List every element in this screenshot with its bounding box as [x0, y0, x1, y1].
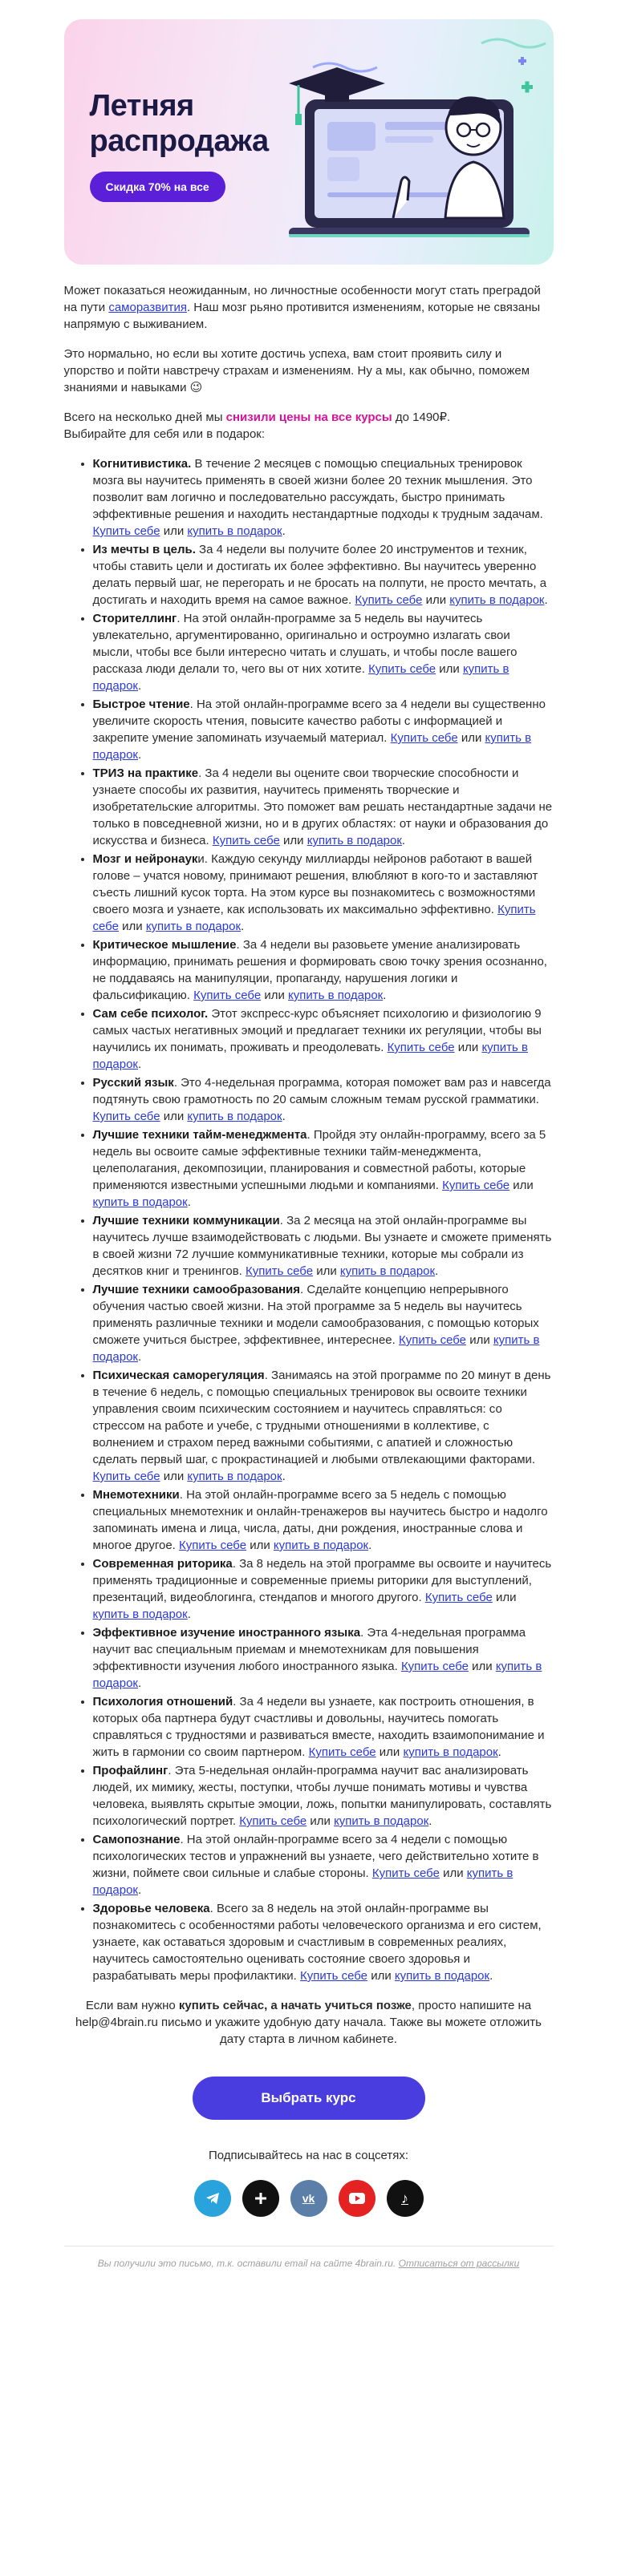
buy-gift-link[interactable]: купить в подарок — [288, 989, 384, 1002]
buy-self-link[interactable]: Купить себе — [239, 1814, 307, 1828]
course-description: . За 2 месяца на этой онлайн-программе вы научитесь лучше взаимодействовать с людьми. Вы узнаете и сможете применять в своей жизни 72 лучшие коммуникативные техники, которые мы собрали из десятков книг и тренингов. — [92, 1214, 552, 1278]
buy-self-link[interactable]: Купить себе — [424, 1591, 493, 1604]
buy-self-link[interactable]: Купить себе — [92, 524, 160, 538]
banner-title-line2: распродажа — [89, 124, 269, 158]
course-item: • Эффективное изучение иностранного языка. Эта 4-недельная программа научит вас специальным приемам и мнемотехникам для повышения эффективности изучения любого иностранного языка. Купить себе или купить в подарок. — [93, 1624, 554, 1692]
course-item: • Критическое мышление. За 4 недели вы разовьете умение анализировать информацию, принимать решения и формировать свою точку зрения осознанно, не поддаваясь на манипуляции, пропаганду, нарушения логики и фальсификацию. Купить себе или купить в подарок. — [93, 936, 554, 1004]
buy-self-link[interactable]: Купить себе — [442, 1179, 510, 1192]
tiktok-icon[interactable]: ♪ — [387, 2180, 424, 2217]
course-description: . Это 4-недельная программа, которая поможет вам раз и навсегда подтянуть свою грамотность по 20 самым сложным темам русской грамматики. — [92, 1076, 551, 1106]
buy-self-link[interactable]: Купить себе — [212, 834, 280, 847]
course-name: Современная риторика — [92, 1557, 233, 1571]
course-description: . Занимаясь на этой программе по 20 минут в день в течение 6 недель, с помощью специальных тренировок вы освоите техники управления своим психическим состоянием и научитесь справляться: со стрессом на работе и учебе, с трудными отношениями в коллективе, с волнением и страхом перед важными событиями, с апатией и сложностью сделать первый шаг, с прокрастинацией и любыми отвлекающими факторами. — [92, 1369, 551, 1466]
buy-gift-link[interactable]: купить в подарок — [187, 524, 282, 538]
or-text: или — [496, 1591, 517, 1604]
course-item: • Самопознание. На этой онлайн-программе всего за 4 недели с помощью психологических тестов и упражнений вы узнаете, чего действительно хотите в жизни, поймете свои сильные и слабые стороны. Купить себе или купить в подарок. — [93, 1831, 554, 1899]
buy-gift-link[interactable]: купить в подарок — [92, 731, 532, 762]
course-description: . За 4 недели вы оцените свои творческие способности и узнаете способы их развития, научитесь применять творческие и изобретательские алгоритмы. Это поможет вам решать нестандартные задачи не только в повседневной жизни, но и в других областях: от науки и образования до искусства и бизнеса. — [92, 766, 553, 847]
course-item: • Лучшие техники коммуникации. За 2 месяца на этой онлайн-программе вы научитесь лучше взаимодействовать с людьми. Вы узнаете и сможете применять в своей жизни 72 лучшие коммуникативные техники, которые мы собрали из десятков книг и тренингов. Купить себе или купить в подарок. — [93, 1212, 554, 1280]
course-name: Самопознание — [92, 1833, 181, 1846]
or-text: или — [122, 920, 143, 933]
course-name: Психология отношений — [92, 1695, 233, 1709]
course-name: Когнитивистика. — [92, 457, 192, 471]
course-list — [64, 455, 554, 1984]
course-description: . На этой онлайн-программе всего за 4 недели вы существенно увеличите скорость чтения, повысите качество работы с информацией и закрепите умение запоминать изучаемый материал. — [92, 698, 546, 745]
plus-icon[interactable] — [242, 2180, 279, 2217]
buy-gift-link[interactable]: купить в подарок — [403, 1745, 498, 1759]
course-description: . За 4 недели вы разовьете умение анализировать информацию, принимать решения и формировать свою точку зрения осознанно, не поддаваясь на манипуляции, пропаганду, нарушения логики и фальсификацию. — [92, 938, 547, 1002]
course-description: . За 4 недели вы узнаете, как построить отношения, в которых оба партнера будут счастливы и довольны, научитесь помогать справляться с трудностями и развиваться вместе, находить взаимопонимание и жить в гармонии со своим партнером. — [92, 1695, 545, 1759]
buy-gift-link[interactable]: купить в подарок — [92, 1607, 188, 1621]
or-text: или — [163, 524, 185, 538]
course-item: • Русский язык. Это 4-недельная программа, которая поможет вам раз и навсегда подтянуть свою грамотность по 20 самым сложным темам русской грамматики. Купить себе или купить в подарок. — [93, 1074, 554, 1125]
or-text: или — [461, 731, 482, 745]
email-body — [64, 282, 554, 2048]
course-item: • Психическая саморегуляция. Занимаясь на этой программе по 20 минут в день в течение 6 недель, с помощью специальных тренировок вы освоите техники управления своим психическим состоянием и научитесь справляться: со стрессом на работе и учебе, с трудными отношениями в коллективе, с волнением и страхом перед важными событиями, с апатией и сложностью сделать первый шаг, с прокрастинацией и любыми отвлекающими факторами. Купить себе или купить в подарок. — [93, 1367, 554, 1485]
course-name: Профайлинг — [92, 1764, 168, 1777]
course-item: • Мнемотехники. На этой онлайн-программе всего за 5 недель с помощью специальных мнемотехник и онлайн-тренажеров вы научитесь быстро и надолго запоминать имена и лица, числа, даты, дни рождения, иностранные слова и многое другое. Купить себе или купить в подарок. — [93, 1486, 554, 1554]
or-text: или — [163, 1110, 185, 1123]
or-text: или — [371, 1969, 392, 1983]
buy-self-link[interactable]: Купить себе — [92, 903, 536, 933]
unsubscribe-link[interactable]: Отписаться от рассылки — [398, 2258, 520, 2269]
choose-course-button[interactable]: Выбрать курс — [193, 2077, 425, 2120]
course-item: • Когнитивистика. В течение 2 месяцев с помощью специальных тренировок мозга вы научитесь применять в своей жизни более 20 техник мышления. Это позволит вам логично и последовательно рассуждать, быстро принимать эффективные решения и находить нестандартные подходы к трудным задачам. Купить себе или купить в подарок. — [93, 455, 554, 540]
intro-paragraph-3: Всего на несколько дней мы снизили цены на все курсы до 1490₽. Выбирайте для себя или в подарок: — [63, 410, 451, 441]
price-highlight: снизили цены на все курсы — [225, 410, 392, 424]
course-description: . За 8 недель на этой программе вы освоите и научитесь применять традиционные и современные приемы риторики для выступлений, презентаций, видеоблогинга, стендапов и многого другого. — [92, 1557, 552, 1604]
course-item: • ТРИЗ на практике. За 4 недели вы оцените свои творческие способности и узнаете способы их развития, научитесь применять творческие и изобретательские алгоритмы. Это поможет вам решать нестандартные задачи не только в повседневной жизни, но и в других областях: от науки и образования до искусства и бизнеса. Купить себе или купить в подарок. — [93, 765, 554, 849]
buy-gift-link[interactable]: купить в подарок — [187, 1470, 282, 1483]
buy-gift-link[interactable]: купить в подарок — [306, 834, 402, 847]
buy-self-link[interactable]: Купить себе — [299, 1969, 368, 1983]
course-name: Сторителлинг — [92, 612, 177, 625]
intro-paragraph-1: Может показаться неожиданным, но личностные особенности могут стать преградой на пути саморазвития. Наш мозг рьяно противится изменениям, которые не связаны напрямую с выживанием. — [63, 284, 541, 331]
or-text: или — [469, 1333, 490, 1347]
course-item: • Психология отношений. За 4 недели вы узнаете, как построить отношения, в которых оба партнера будут счастливы и довольны, научитесь помогать справляться с трудностями и развиваться вместе, находить взаимопонимание и жить в гармонии со своим партнером. Купить себе или купить в подарок. — [93, 1693, 554, 1761]
course-description: Этот экспресс-курс объясняет психологию и физиологию 9 самых частых негативных эмоций и предлагает техники их регуляции, чтобы вы научились их понимать, проживать и преодолевать. — [92, 1007, 542, 1054]
buy-self-link[interactable]: Купить себе — [387, 1041, 455, 1054]
banner-title-line1: Летняя — [89, 89, 194, 123]
course-item: • Быстрое чтение. На этой онлайн-программе всего за 4 недели вы существенно увеличите скорость чтения, повысите качество работы с информацией и закрепите умение запоминать изучаемый материал. Купить себе или купить в подарок. — [93, 696, 554, 763]
buy-self-link[interactable]: Купить себе — [371, 1866, 440, 1880]
buy-gift-link[interactable]: купить в подарок — [334, 1814, 429, 1828]
course-description: . Пройдя эту онлайн-программу, всего за 5 недель вы освоите самые эффективные техники тайм-менеджмента, целеполагания, декомпозиции, планирования и совместной работы, которые применяются известными успешными людьми и компаниями. — [92, 1128, 546, 1192]
banner-title — [90, 88, 269, 159]
buy-gift-link[interactable]: купить в подарок — [394, 1969, 490, 1983]
course-item: • Лучшие техники самообразования. Сделайте концепцию непрерывного обучения частью своей жизни. На этой программе за 5 недель вы научитесь применять различные техники и модели самообразования, с помощью которых сможете учиться быстрее, эффективнее, интереснее. Купить себе или купить в подарок. — [93, 1281, 554, 1365]
buy-self-link[interactable]: Купить себе — [193, 989, 262, 1002]
course-item: • Современная риторика. За 8 недель на этой программе вы освоите и научитесь применять традиционные и современные приемы риторики для выступлений, презентаций, видеоблогинга, стендапов и многого другого. Купить себе или купить в подарок. — [93, 1555, 554, 1623]
course-item: • Мозг и нейронауки. Каждую секунду миллиарды нейронов работают в вашей голове – учатся новому, принимают решения, влюбляют в кого-то и заставляют съесть лишний кусок торта. На этом курсе вы познакомитесь с возможностями своего мозга и узнаете, как использовать их максимально эффективно. Купить себе или купить в подарок. — [93, 851, 554, 935]
course-name: Лучшие техники коммуникации — [92, 1214, 280, 1227]
buy-gift-link[interactable]: купить в подарок — [92, 1333, 540, 1364]
or-text: или — [425, 593, 447, 607]
or-text: или — [310, 1814, 331, 1828]
course-description: . Эта 5-недельная онлайн-программа научит вас анализировать людей, их мимику, жесты, поступки, чтобы лучше понимать мотивы и чувства человека, выявлять скрытые эмоции, ложь, попытки манипулировать, составлять психологический портрет. — [92, 1764, 552, 1828]
course-name: Мнемотехники — [92, 1488, 180, 1502]
or-text: или — [443, 1866, 464, 1880]
buy-gift-link[interactable]: купить в подарок — [92, 1660, 542, 1690]
course-name: Из мечты в цель. — [92, 543, 196, 556]
course-description: . На этой онлайн-программе за 5 недель вы научитесь увлекательно, аргументированно, оригинально и остроумно излагать свои мысли, чтобы все были интересно читать и слушать, и чтобы после вашего рассказа люди делали то, чего вы от них хотите. — [92, 612, 518, 676]
buy-self-link[interactable]: Купить себе — [368, 662, 436, 676]
course-name: Критическое мышление — [92, 938, 237, 952]
course-item: • Лучшие техники тайм-менеджмента. Пройдя эту онлайн-программу, всего за 5 недель вы освоите самые эффективные техники тайм-менеджмента, целеполагания, декомпозиции, планирования и совместной работы, которые применяются известными успешными людьми и компаниями. Купить себе или купить в подарок. — [93, 1126, 554, 1211]
or-text: или — [439, 662, 460, 676]
course-description: За 4 недели вы получите более 20 инструментов и техник, чтобы ставить цели и достигать их более эффективно. Вы научитесь уверенно делать первый шаг, не перегорать и не бросать на полпути, не просто мечтать, а достигать и находить время на самое важное. — [92, 543, 547, 607]
or-text: или — [379, 1745, 400, 1759]
buy-gift-link[interactable]: купить в подарок — [449, 593, 545, 607]
course-item: • Из мечты в цель. За 4 недели вы получите более 20 инструментов и техник, чтобы ставить цели и достигать их более эффективно. Вы научитесь уверенно делать первый шаг, не перегорать и не бросать на полпути, не просто мечтать, а достигать и находить время на самое важное. Купить себе или купить в подарок. — [93, 541, 554, 609]
or-text: или — [513, 1179, 534, 1192]
course-description: . Эта 4-недельная программа научит вас специальным приемам и мнемотехникам для повышения эффективности изучения любого иностранного языка. — [92, 1626, 526, 1673]
course-name: Русский язык — [92, 1076, 174, 1090]
course-name: Лучшие техники тайм-менеджмента — [92, 1128, 307, 1142]
course-description: . На этой онлайн-программе всего за 4 недели с помощью психологических тестов и упражнений вы узнаете, чего действительно хотите в жизни, поймете свои сильные и слабые стороны. — [92, 1833, 539, 1880]
or-text: или — [472, 1660, 493, 1673]
social-icons-row — [64, 2180, 554, 2217]
buy-gift-link[interactable]: купить в подарок — [92, 1041, 529, 1071]
buy-self-link[interactable]: Купить себе — [308, 1745, 376, 1759]
buy-gift-link[interactable]: купить в подарок — [92, 1195, 188, 1209]
buy-self-link[interactable]: Купить себе — [246, 1264, 314, 1278]
course-name: ТРИЗ на практике — [92, 766, 199, 780]
laptop-student-illustration — [281, 35, 554, 260]
buy-gift-link[interactable]: купить в подарок — [145, 920, 242, 933]
buy-gift-link[interactable]: купить в подарок — [92, 1866, 513, 1897]
intro-paragraph-2: Это нормально, но если вы хотите достичь успеха, вам стоит проявить силу и упорство и пойти навстречу страхам и изменениям. Ну а мы, как обычно, поможем знаниями и навыками 😉 — [63, 347, 530, 394]
course-item: • Сам себе психолог. Этот экспресс-курс объясняет психологию и физиологию 9 самых частых негативных эмоций и предлагает техники их регуляции, чтобы вы научились их понимать, проживать и преодолевать. Купить себе или купить в подарок. — [93, 1005, 554, 1073]
socials-title: Подписывайтесь на нас в соцсетях: — [208, 2149, 409, 2162]
self-development-link[interactable]: саморазвития — [108, 301, 187, 314]
course-name: Здоровье человека — [92, 1902, 210, 1915]
outro-paragraph: Если вам нужно купить сейчас, а начать учиться позже, просто напишите на help@4brain.ru письмо и укажите удобную дату начала. Также вы можете отложить дату старта в личном кабинете. — [75, 1999, 542, 2046]
telegram-icon[interactable] — [194, 2180, 231, 2217]
sale-badge[interactable]: Скидка 70% на все — [90, 172, 225, 202]
buy-self-link[interactable]: Купить себе — [92, 1110, 160, 1123]
buy-gift-link[interactable]: купить в подарок — [187, 1110, 282, 1123]
course-name: Психическая саморегуляция — [92, 1369, 265, 1382]
course-description: и. Каждую секунду миллиарды нейронов работают в вашей голове – учатся новому, принимают решения, влюбляют в кого-то и заставляют съесть лишний кусок торта. На этом курсе вы познакомитесь с возможностями своего мозга и узнаете, как использовать их максимально эффективно. — [92, 852, 538, 916]
buy-self-link[interactable]: Купить себе — [355, 593, 423, 607]
course-item: • Здоровье человека. Всего за 8 недель на этой онлайн-программе вы познакомитесь с особенностями работы человеческого организма и его систем, узнаете, как оставаться здоровым и счастливым в современных реалиях, научитесь самостоятельно оценивать состояние своего здоровья и разрабатывать меры профилактики. Купить себе или купить в подарок. — [93, 1900, 554, 1984]
course-name: Лучшие техники самообразования — [92, 1283, 301, 1296]
or-text: или — [283, 834, 304, 847]
course-description: . Всего за 8 недель на этой онлайн-программе вы познакомитесь с особенностями работы человеческого организма и его систем, узнаете, как оставаться здоровым и счастливым в современных реалиях, научитесь самостоятельно оценивать состояние своего здоровья и разрабатывать меры профилактики. — [92, 1902, 542, 1983]
or-text: или — [163, 1470, 185, 1483]
email-footer: Вы получили это письмо, т.к. оставили email на сайте 4brain.ru. Отписаться от рассылки — [64, 2246, 554, 2285]
course-name: Эффективное изучение иностранного языка — [92, 1626, 361, 1640]
or-text: или — [250, 1539, 270, 1552]
or-text: или — [457, 1041, 479, 1054]
course-name: Быстрое чтение — [92, 698, 190, 711]
buy-self-link[interactable]: Купить себе — [390, 731, 458, 745]
promo-banner[interactable] — [64, 19, 554, 265]
or-text: или — [316, 1264, 337, 1278]
course-description: . Сделайте концепцию непрерывного обучения частью своей жизни. На этой программе за 5 недель вы научитесь применять различные техники и модели самообразования, с помощью которых сможете учиться быстрее, эффективнее, интереснее. — [92, 1283, 539, 1347]
buy-gift-link[interactable]: купить в подарок — [273, 1539, 369, 1552]
youtube-icon[interactable] — [339, 2180, 375, 2217]
course-name: Сам себе психолог. — [92, 1007, 209, 1021]
course-item: • Профайлинг. Эта 5-недельная онлайн-программа научит вас анализировать людей, их мимику, жесты, поступки, чтобы лучше понимать мотивы и чувства человека, выявлять скрытые эмоции, ложь, попытки манипулировать, составлять психологический портрет. Купить себе или купить в подарок. — [93, 1762, 554, 1830]
buy-self-link[interactable]: Купить себе — [92, 1470, 160, 1483]
email-container — [64, 19, 554, 2285]
vk-icon[interactable]: vk — [290, 2180, 327, 2217]
buy-self-link[interactable]: Купить себе — [400, 1660, 469, 1673]
buy-self-link[interactable]: Купить себе — [398, 1333, 467, 1347]
course-name: Мозг и нейронаук — [92, 852, 198, 866]
buy-gift-link[interactable]: купить в подарок — [92, 662, 509, 693]
course-item: • Сторителлинг. На этой онлайн-программе за 5 недель вы научитесь увлекательно, аргументированно, оригинально и остроумно излагать свои мысли, чтобы все были интересно читать и слушать, и чтобы после вашего рассказа люди делали то, чего вы от них хотите. Купить себе или купить в подарок. — [93, 610, 554, 694]
or-text: или — [264, 989, 285, 1002]
buy-gift-link[interactable]: купить в подарок — [339, 1264, 436, 1278]
buy-self-link[interactable]: Купить себе — [179, 1539, 247, 1552]
course-description: . На этой онлайн-программе всего за 5 недель с помощью специальных мнемотехник и онлайн-тренажеров вы научитесь быстро и надолго запоминать имена и лица, числа, даты, дни рождения, иностранные слова и многое другое. — [92, 1488, 548, 1552]
course-description: В течение 2 месяцев с помощью специальных тренировок мозга вы научитесь применять в своей жизни более 20 техник мышления. Это позволит вам логично и последовательно рассуждать, быстро принимать эффективные решения и находить нестандартные подходы к трудным задачам. — [92, 457, 543, 521]
